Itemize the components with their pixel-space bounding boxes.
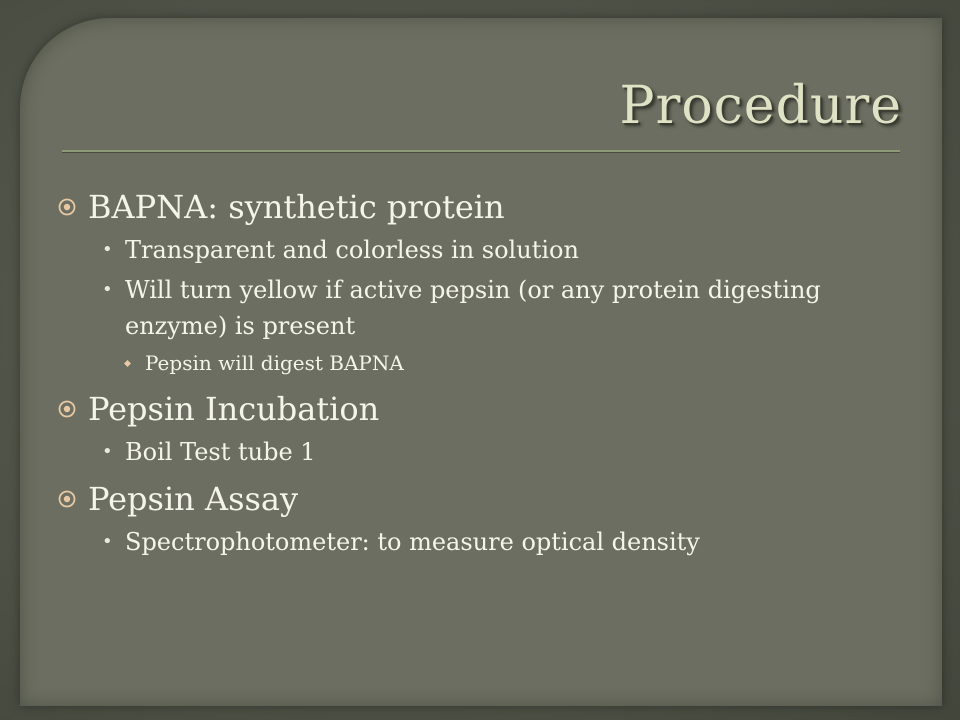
dot-bullet-icon: • [102, 531, 113, 552]
bullet-list [58, 186, 918, 560]
dot-bullet-icon: • [102, 441, 113, 462]
sub-sub-bullet-text: Pepsin will digest BAPNA [145, 351, 404, 375]
bullet-item-bapna [58, 186, 918, 228]
sub-sub-bullet-item [58, 348, 918, 378]
sub-bullet-item [58, 524, 918, 560]
circled-dot-bullet-icon [58, 198, 76, 216]
bullet-text: BAPNA: synthetic protein [88, 188, 505, 226]
sub-bullet-item [58, 434, 918, 470]
bullet-item-pepsin-assay [58, 478, 918, 520]
dot-bullet-icon: • [102, 239, 113, 260]
circled-dot-bullet-icon [58, 490, 76, 508]
bullet-text: Pepsin Assay [88, 480, 299, 518]
sub-bullet-text: Will turn yellow if active pepsin (or any protein digesting enzyme) is present [125, 276, 821, 340]
sub-bullet-item [58, 272, 918, 344]
bullet-text: Pepsin Incubation [88, 390, 380, 428]
dot-bullet-icon: • [102, 279, 113, 300]
sub-bullet-text: Spectrophotometer: to measure optical density [125, 528, 700, 556]
bullet-item-pepsin-incubation [58, 388, 918, 430]
sub-bullet-item [58, 232, 918, 268]
circled-dot-bullet-icon [58, 400, 76, 418]
sub-bullet-text: Transparent and colorless in solution [125, 236, 579, 264]
sub-bullet-text: Boil Test tube 1 [125, 438, 316, 466]
title-divider [62, 150, 900, 152]
diamond-bullet-icon [124, 360, 131, 367]
slide-title: Procedure [619, 76, 902, 136]
